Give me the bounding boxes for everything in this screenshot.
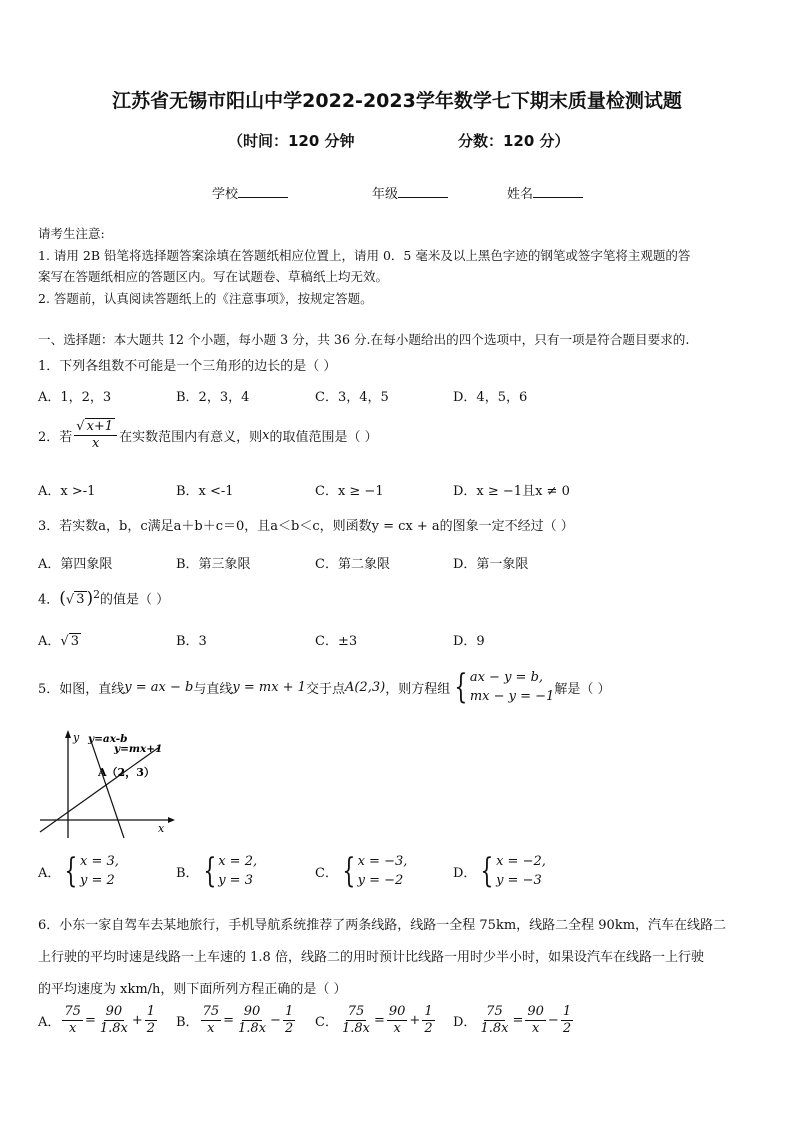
q2-option-a[interactable]: A．x >-1 xyxy=(38,484,96,499)
q3-stem: 3．若实数a，b，c满足a＋b＋c＝0，且a＜b＜c，则函数y = cx + a的图象一定不经过（ ） xyxy=(38,519,574,534)
q5-mid2: 交于点 xyxy=(305,681,345,697)
q6-option-a[interactable]: A． $\frac{75}{x}$ = $\frac{90}{1.8x}$ + $\frac{1}{2}$ xyxy=(38,1004,156,1036)
q5-a-eq2: y = 2 xyxy=(80,873,115,888)
q1-option-d[interactable]: D．4，5，6 xyxy=(453,390,528,405)
school-field[interactable] xyxy=(212,183,288,202)
q1-option-a[interactable]: A．1，2，3 xyxy=(38,390,112,405)
q4-stem: 4．(√ 3 )$^2$的值是（ ） xyxy=(38,588,170,609)
q5-mid: 与直线 xyxy=(193,681,233,697)
y-axis-label: y xyxy=(73,731,80,744)
q5-graph xyxy=(38,728,178,840)
notice-line-1b: 案写在答题纸相应的答题区内。写在试题卷、草稿纸上均无效。 xyxy=(38,269,389,284)
q4-option-a[interactable]: A．√ 3 xyxy=(38,634,79,649)
q6-option-d[interactable]: D． $\frac{75}{1.8x}$ = $\frac{90}{x}$ − $\frac{1}{2}$ xyxy=(453,1004,572,1036)
q6-b-label: B． xyxy=(176,1015,199,1030)
q4-prefix: 4． xyxy=(38,592,60,608)
q5-eq2: mx − y = −1 xyxy=(469,689,555,704)
q2-prefix: 2．若 xyxy=(38,429,73,445)
q4-option-c[interactable]: C．±3 xyxy=(315,634,358,649)
q1-option-b[interactable]: B．2，3，4 xyxy=(176,390,250,405)
q6-line-3: 的平均速度为 xkm/h，则下面所列方程正确的是（ ） xyxy=(38,982,347,997)
section-heading: 一、选择题：本大题共 12 个小题，每小题 3 分，共 36 分.在每小题给出的四个选项中，只有一项是符合题目要求的. xyxy=(38,332,690,347)
q5-eq1: ax − y = b, xyxy=(469,670,544,685)
q2-denominator: x xyxy=(92,436,100,451)
q4-option-d[interactable]: D．9 xyxy=(453,634,485,649)
notice-line-1a: 1. 请用 2B 铅笔将选择题答案涂填在答题纸相应位置上，请用 0．5 毫米及以上黑色字迹的钢笔或签字笔将主观题的答 xyxy=(38,248,691,263)
q5-option-a[interactable]: A． { x = 3, y = 2 xyxy=(38,851,119,891)
q5-b-eq2: y = 3 xyxy=(218,873,253,888)
point-a-label: A（2，3） xyxy=(98,766,155,779)
q5-b-eq1: x = 2, xyxy=(218,854,258,869)
q5-system: { ax − y = b, mx − y = −1 xyxy=(454,667,555,707)
exam-title: 江苏省无锡市阳山中学2022-2023学年数学七下期末质量检测试题 xyxy=(112,90,682,112)
q2-text: 在实数范围内有意义，则 xyxy=(119,429,263,445)
q5-option-d[interactable]: D． { x = −2, y = −3 xyxy=(453,851,546,891)
q6-a-label: A． xyxy=(38,1015,61,1030)
q3-option-b[interactable]: B．第三象限 xyxy=(176,557,251,572)
q5-d-eq2: y = −3 xyxy=(496,873,542,888)
q1-stem: 1．下列各组数不可能是一个三角形的边长的是（ ） xyxy=(38,359,337,374)
q4-option-a-label: A． xyxy=(38,634,61,649)
q3-option-a[interactable]: A．第四象限 xyxy=(38,557,113,572)
line1-label: y=ax-b xyxy=(88,733,128,745)
q5-line2: y = mx + 1 xyxy=(232,679,306,695)
q2-option-c[interactable]: C．x ≥ −1 xyxy=(315,484,384,499)
exam-time: （时间：120 分钟 xyxy=(228,132,355,150)
grade-field[interactable] xyxy=(372,183,448,202)
exam-score: 分数：120 分） xyxy=(458,132,570,150)
q2-fraction: $\frac{√ x+1}{x}$ xyxy=(74,418,117,452)
q5-line1: y = ax − b xyxy=(124,679,194,695)
q2-numerator: x+1 xyxy=(86,419,114,434)
x-axis-arrow xyxy=(168,817,175,823)
q5-option-c[interactable]: C． { x = −3, y = −2 xyxy=(315,851,408,891)
q6-line-1: 6．小东一家自驾车去某地旅行，手机导航系统推荐了两条线路，线路一全程 75km，线路二全程 90km，汽车在线路二 xyxy=(38,918,727,933)
q1-option-c[interactable]: C．3，4，5 xyxy=(315,390,389,405)
q4-option-b[interactable]: B．3 xyxy=(176,634,207,649)
q5-c-eq1: x = −3, xyxy=(357,854,408,869)
q6-line-2: 上行驶的平均时速是线路一上车速的 1.8 倍，线路二的用时预计比线路一用时少半小时，如果设汽车在线路一上行驶 xyxy=(38,950,704,965)
q6-option-b[interactable]: B． $\frac{75}{x}$ = $\frac{90}{1.8x}$ − $\frac{1}{2}$ xyxy=(176,1004,294,1036)
notice-line-2: 2. 答题前，认真阅读答题纸上的《注意事项》，按规定答题。 xyxy=(38,291,373,306)
q6-d-label: D． xyxy=(453,1015,477,1030)
q3-option-d[interactable]: D．第一象限 xyxy=(453,557,529,572)
q5-d-eq1: x = −2, xyxy=(496,854,546,869)
q2-option-d[interactable]: D．x ≥ −1且x ≠ 0 xyxy=(453,484,570,499)
q6-option-c[interactable]: C． $\frac{75}{1.8x}$ = $\frac{90}{x}$ + $\frac{1}{2}$ xyxy=(315,1004,433,1036)
q5-option-b[interactable]: B． { x = 2, y = 3 xyxy=(176,851,258,891)
q4-text: 的值是（ ） xyxy=(100,592,170,608)
q2-option-b[interactable]: B．x <-1 xyxy=(176,484,234,499)
q5-a-eq1: x = 3, xyxy=(80,854,119,869)
q5-stem xyxy=(38,668,610,706)
q5-c-eq2: y = −2 xyxy=(357,873,404,888)
name-field[interactable] xyxy=(507,183,583,202)
q5-point: A(2,3) xyxy=(344,679,386,695)
q2-text-2: 的取值范围是（ ） xyxy=(269,429,378,445)
q2-stem xyxy=(38,418,378,452)
x-axis-label: x xyxy=(158,822,165,835)
q5-mid3: ，则方程组 xyxy=(385,681,451,697)
q6-c-label: C． xyxy=(315,1015,338,1030)
grade-label: 年级 xyxy=(372,187,399,202)
school-label: 学校 xyxy=(212,187,239,202)
q2-var: x xyxy=(262,427,270,443)
q3-option-c[interactable]: C．第二象限 xyxy=(315,557,390,572)
name-label: 姓名 xyxy=(507,187,534,202)
y-axis-arrow xyxy=(65,730,71,738)
q4-option-a-radicand: 3 xyxy=(70,634,79,649)
q5-prefix: 5．如图，直线 xyxy=(38,681,125,697)
line2-label: y=mx+1 xyxy=(114,743,163,755)
notice-heading: 请考生注意: xyxy=(38,226,105,241)
q5-post: 解是（ ） xyxy=(554,681,611,697)
q4-radicand: 3 xyxy=(76,592,85,608)
